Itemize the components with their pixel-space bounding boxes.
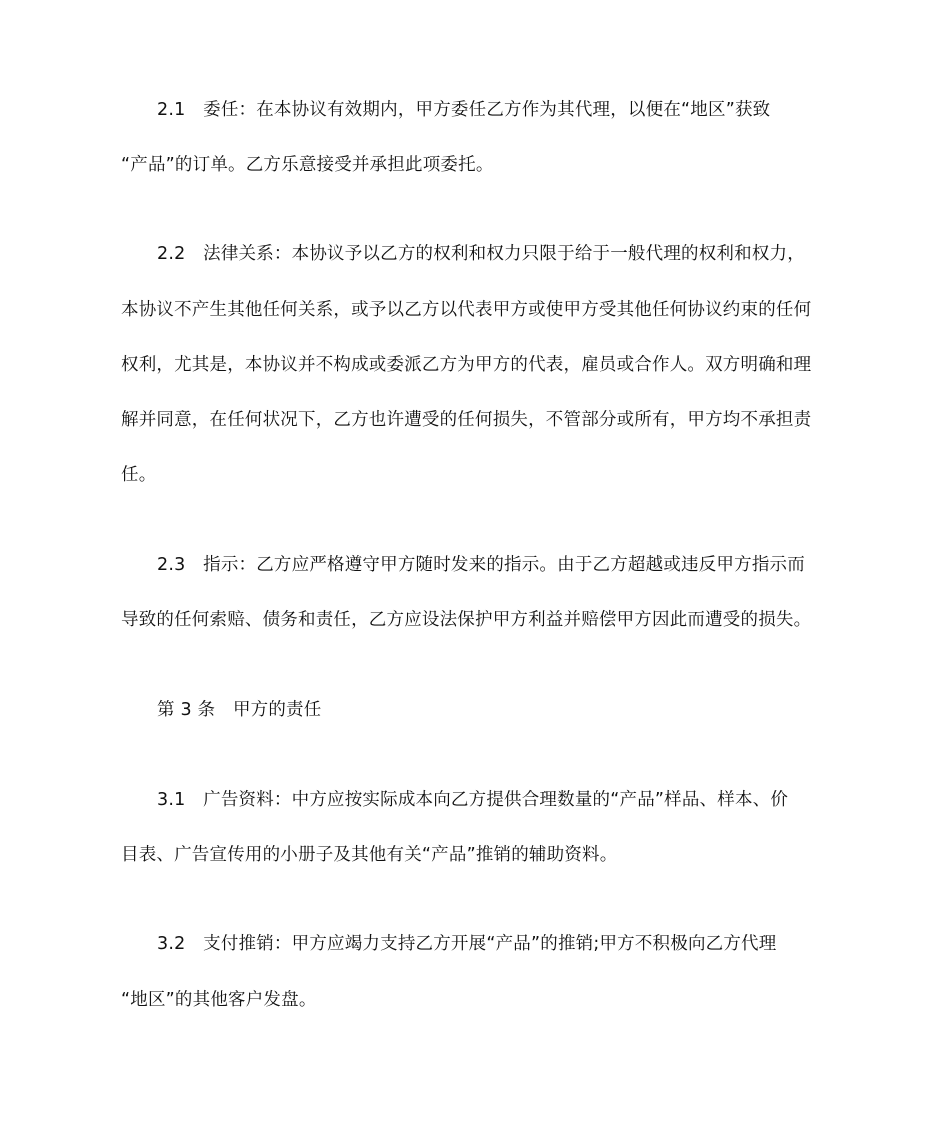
clause-2-1-line-2: “产品”的订单。乙方乐意接受并承担此项委托。 — [121, 155, 494, 175]
clause-3-1-line-1: 3.1 广告资料：中方应按实际成本向乙方提供合理数量的“产品”样品、样本、价 — [157, 790, 789, 810]
clause-2-3-line-1: 2.3 指示：乙方应严格遵守甲方随时发来的指示。由于乙方超越或违反甲方指示而 — [157, 555, 805, 575]
clause-2-2-line-4: 解并同意，在任何状况下，乙方也许遭受的任何损失，不管部分或所有，甲方均不承担责 — [121, 410, 812, 430]
clause-2-2-line-1: 2.2 法律关系：本协议予以乙方的权利和权力只限于给于一般代理的权利和权力， — [157, 244, 805, 264]
clause-2-2-line-3: 权利，尤其是，本协议并不构成或委派乙方为甲方的代表，雇员或合作人。双方明确和理 — [121, 355, 812, 375]
clause-3-1-line-2: 目表、广告宣传用的小册子及其他有关“产品”推销的辅助资料。 — [121, 845, 618, 865]
clause-2-2-line-2: 本协议不产生其他任何关系，或予以乙方以代表甲方或使甲方受其他任何协议约束的任何 — [121, 300, 812, 320]
clause-3-2-line-2: “地区”的其他客户发盘。 — [121, 990, 317, 1010]
clause-2-1-line-1: 2.1 委任：在本协议有效期内，甲方委任乙方作为其代理，以便在“地区”获致 — [157, 100, 771, 120]
clause-2-2-line-5: 任。 — [121, 465, 157, 485]
clause-3-2-line-1: 3.2 支付推销：甲方应竭力支持乙方开展“产品”的推销;甲方不积极向乙方代理 — [157, 934, 777, 954]
article-3-heading: 第 3 条 甲方的责任 — [157, 700, 322, 720]
clause-2-3-line-2: 导致的任何索赔、债务和责任，乙方应设法保护甲方利益并赔偿甲方因此而遭受的损失。 — [121, 610, 812, 630]
